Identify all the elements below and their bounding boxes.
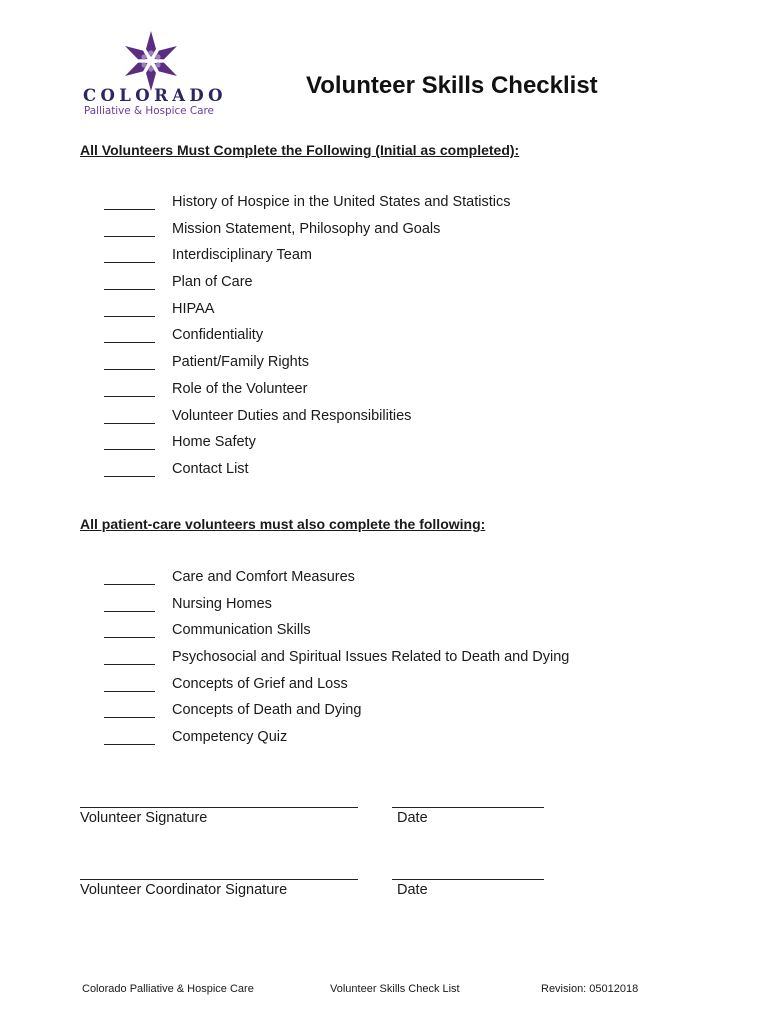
- footer-organization: Colorado Palliative & Hospice Care: [82, 983, 254, 995]
- checklist-item-label: Interdisciplinary Team: [172, 247, 312, 264]
- checklist-item-label: Patient/Family Rights: [172, 354, 309, 371]
- initial-blank[interactable]: [104, 461, 155, 477]
- checklist-item-label: Concepts of Death and Dying: [172, 702, 362, 719]
- checklist-item-label: Plan of Care: [172, 274, 253, 291]
- page-title: Volunteer Skills Checklist: [306, 72, 598, 99]
- coordinator-date-label: Date: [397, 882, 428, 898]
- coordinator-signature-label: Volunteer Coordinator Signature: [80, 882, 288, 898]
- checklist-item: [104, 354, 511, 381]
- coordinator-signature-line[interactable]: [80, 879, 358, 880]
- initial-blank[interactable]: [104, 569, 155, 585]
- checklist-item-label: Psychosocial and Spiritual Issues Related to Death and Dying: [172, 649, 570, 666]
- star-flower-icon: [120, 30, 182, 92]
- checklist-item-label: Mission Statement, Philosophy and Goals: [172, 220, 441, 237]
- checklist-item-label: Communication Skills: [172, 622, 311, 639]
- checklist-item: [104, 221, 511, 248]
- checklist-item-label: Contact List: [172, 460, 249, 477]
- checklist-item: [104, 194, 511, 221]
- coordinator-date-line[interactable]: [392, 879, 544, 880]
- initial-blank[interactable]: [104, 622, 155, 638]
- initial-blank[interactable]: [104, 381, 155, 397]
- initial-blank[interactable]: [104, 247, 155, 263]
- initial-blank[interactable]: [104, 434, 155, 450]
- checklist-item: [104, 676, 569, 703]
- checklist-item: [104, 569, 569, 596]
- initial-blank[interactable]: [104, 274, 155, 290]
- volunteer-date-line[interactable]: [392, 807, 544, 808]
- checklist-item-label: Care and Comfort Measures: [172, 569, 355, 585]
- checklist-item: [104, 327, 511, 354]
- checklist-item-label: HIPAA: [172, 300, 215, 317]
- volunteer-date-label: Date: [397, 810, 428, 826]
- checklist-item-label: Nursing Homes: [172, 595, 272, 612]
- checklist-item: [104, 729, 569, 756]
- checklist-patient-care: [104, 569, 569, 756]
- section-heading-patient-care: All patient-care volunteers must also complete the following:: [80, 516, 486, 532]
- checklist-item-label: Confidentiality: [172, 327, 264, 344]
- checklist-item-label: Home Safety: [172, 434, 256, 451]
- checklist-item: [104, 301, 511, 328]
- footer-revision: Revision: 05012018: [541, 983, 639, 995]
- checklist-item: [104, 649, 569, 676]
- initial-blank[interactable]: [104, 702, 155, 718]
- checklist-item: [104, 622, 569, 649]
- checklist-item: [104, 247, 511, 274]
- logo-wordmark: COLORADO: [83, 86, 227, 105]
- initial-blank[interactable]: [104, 676, 155, 692]
- checklist-item: [104, 381, 511, 408]
- checklist-item-label: History of Hospice in the United States and Statistics: [172, 194, 511, 210]
- checklist-item-label: Concepts of Grief and Loss: [172, 675, 348, 692]
- organization-logo: [80, 30, 230, 125]
- checklist-item: [104, 702, 569, 729]
- initial-blank[interactable]: [104, 221, 155, 237]
- initial-blank[interactable]: [104, 649, 155, 665]
- checklist-item: [104, 434, 511, 461]
- checklist-all-volunteers: [104, 194, 511, 488]
- checklist-item-label: Volunteer Duties and Responsibilities: [172, 407, 412, 424]
- initial-blank[interactable]: [104, 354, 155, 370]
- checklist-item: [104, 274, 511, 301]
- initial-blank[interactable]: [104, 301, 155, 317]
- logo-subtitle: Palliative & Hospice Care: [84, 105, 214, 117]
- initial-blank[interactable]: [104, 327, 155, 343]
- checklist-item: [104, 596, 569, 623]
- volunteer-signature-label: Volunteer Signature: [80, 810, 208, 826]
- initial-blank[interactable]: [104, 194, 155, 210]
- checklist-item-label: Competency Quiz: [172, 729, 288, 746]
- checklist-item: [104, 461, 511, 488]
- checklist-item: [104, 408, 511, 435]
- section-heading-all-volunteers: All Volunteers Must Complete the Following (Initial as completed):: [80, 142, 520, 158]
- footer-document-name: Volunteer Skills Check List: [330, 983, 460, 995]
- initial-blank[interactable]: [104, 729, 155, 745]
- checklist-item-label: Role of the Volunteer: [172, 380, 308, 397]
- initial-blank[interactable]: [104, 408, 155, 424]
- volunteer-signature-line[interactable]: [80, 807, 358, 808]
- initial-blank[interactable]: [104, 596, 155, 612]
